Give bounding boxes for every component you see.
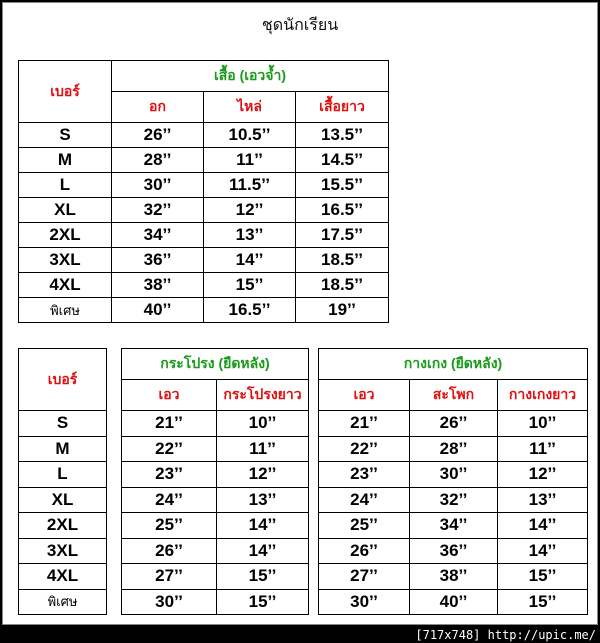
column-gap	[107, 411, 122, 437]
value-cell: 25’’	[122, 513, 217, 539]
table-row	[319, 538, 588, 564]
value-cell: 12’’	[498, 462, 588, 488]
size-cell: 3XL	[19, 248, 112, 273]
value-cell: 38’’	[112, 273, 204, 298]
value-cell: 15’’	[498, 589, 588, 615]
value-cell: 27’’	[122, 564, 217, 590]
value-cell: 32’’	[112, 198, 204, 223]
value-cell: 15’’	[217, 564, 309, 590]
table-row	[19, 123, 389, 148]
value-cell: 38’’	[410, 564, 498, 590]
document-page	[2, 2, 598, 625]
table-row	[319, 411, 588, 437]
value-cell: 12’’	[204, 198, 296, 223]
table-row	[19, 436, 309, 462]
table-row	[319, 589, 588, 615]
table-row	[319, 513, 588, 539]
value-cell: 14’’	[217, 513, 309, 539]
value-cell: 25’’	[319, 513, 410, 539]
value-cell: 30’’	[410, 462, 498, 488]
size-cell: 2XL	[19, 223, 112, 248]
value-cell: 11’’	[217, 436, 309, 462]
size-cell: 2XL	[19, 513, 107, 539]
shirt-group-header: เสื้อ (เอวจ้ำ)	[112, 61, 389, 92]
value-cell: 11’’	[204, 148, 296, 173]
value-cell: 14’’	[217, 538, 309, 564]
column-header: สะโพก	[410, 380, 498, 411]
column-header: อก	[112, 92, 204, 123]
value-cell: 15’’	[204, 273, 296, 298]
table-row	[19, 538, 309, 564]
value-cell: 24’’	[319, 487, 410, 513]
column-gap	[107, 487, 122, 513]
size-cell: S	[19, 123, 112, 148]
value-cell: 30’’	[319, 589, 410, 615]
value-cell: 21’’	[319, 411, 410, 437]
value-cell: 16.5’’	[204, 298, 296, 323]
value-cell: 13’’	[204, 223, 296, 248]
value-cell: 26’’	[410, 411, 498, 437]
value-cell: 15’’	[498, 564, 588, 590]
value-cell: 40’’	[112, 298, 204, 323]
value-cell: 26’’	[122, 538, 217, 564]
table-row	[19, 487, 309, 513]
value-cell: 21’’	[122, 411, 217, 437]
value-cell: 27’’	[319, 564, 410, 590]
size-cell: 4XL	[19, 273, 112, 298]
column-gap	[107, 436, 122, 462]
column-header: ไหล่	[204, 92, 296, 123]
value-cell: 23’’	[122, 462, 217, 488]
table-row	[319, 487, 588, 513]
size-cell: 3XL	[19, 538, 107, 564]
size-cell: L	[19, 173, 112, 198]
value-cell: 22’’	[319, 436, 410, 462]
pants-group-header: กางเกง (ยืดหลัง)	[319, 349, 588, 380]
value-cell: 14’’	[204, 248, 296, 273]
value-cell: 18.5’’	[296, 248, 389, 273]
value-cell: 11’’	[498, 436, 588, 462]
column-header: เสื้อยาว	[296, 92, 389, 123]
value-cell: 10.5’’	[204, 123, 296, 148]
page-title: ชุดนักเรียน	[261, 15, 339, 34]
value-cell: 24’’	[122, 487, 217, 513]
column-gap	[107, 349, 122, 411]
value-cell: 19’’	[296, 298, 389, 323]
size-cell: 4XL	[19, 564, 107, 590]
value-cell: 32’’	[410, 487, 498, 513]
value-cell: 13’’	[217, 487, 309, 513]
value-cell: 13.5’’	[296, 123, 389, 148]
size-cell: พิเศษ	[19, 298, 112, 323]
column-gap	[107, 462, 122, 488]
table-row	[19, 273, 389, 298]
table-row	[19, 173, 389, 198]
value-cell: 17.5’’	[296, 223, 389, 248]
value-cell: 26’’	[112, 123, 204, 148]
table-row	[19, 564, 309, 590]
table-row	[19, 223, 389, 248]
size-header: เบอร์	[19, 61, 112, 123]
value-cell: 11.5’’	[204, 173, 296, 198]
size-cell: M	[19, 436, 107, 462]
table-row	[19, 411, 309, 437]
table-row	[19, 462, 309, 488]
value-cell: 30’’	[122, 589, 217, 615]
value-cell: 14’’	[498, 513, 588, 539]
value-cell: 36’’	[112, 248, 204, 273]
column-header: เอว	[122, 380, 217, 411]
size-header: เบอร์	[19, 349, 107, 411]
value-cell: 10’’	[217, 411, 309, 437]
value-cell: 28’’	[112, 148, 204, 173]
table-row	[19, 513, 309, 539]
pants-size-table	[318, 348, 588, 615]
size-cell: M	[19, 148, 112, 173]
size-cell: XL	[19, 487, 107, 513]
skirt-group-header: กระโปรง (ยืดหลัง)	[122, 349, 309, 380]
value-cell: 15’’	[217, 589, 309, 615]
value-cell: 15.5’’	[296, 173, 389, 198]
value-cell: 36’’	[410, 538, 498, 564]
value-cell: 28’’	[410, 436, 498, 462]
column-gap	[107, 564, 122, 590]
table-row	[19, 298, 389, 323]
shirt-size-table	[18, 60, 389, 323]
column-header: กางเกงยาว	[498, 380, 588, 411]
column-header: กระโปรงยาว	[217, 380, 309, 411]
value-cell: 22’’	[122, 436, 217, 462]
column-gap	[107, 589, 122, 615]
table-row	[19, 198, 389, 223]
value-cell: 40’’	[410, 589, 498, 615]
table-row	[19, 248, 389, 273]
value-cell: 16.5’’	[296, 198, 389, 223]
value-cell: 26’’	[319, 538, 410, 564]
skirt-table-body	[19, 411, 309, 615]
pants-table-body	[319, 411, 588, 615]
size-cell: S	[19, 411, 107, 437]
value-cell: 13’’	[498, 487, 588, 513]
value-cell: 14.5’’	[296, 148, 389, 173]
table-row	[319, 462, 588, 488]
shirt-table-body	[19, 123, 389, 323]
table-row	[319, 564, 588, 590]
value-cell: 34’’	[112, 223, 204, 248]
table-row	[319, 436, 588, 462]
value-cell: 18.5’’	[296, 273, 389, 298]
value-cell: 10’’	[498, 411, 588, 437]
table-row	[19, 148, 389, 173]
value-cell: 12’’	[217, 462, 309, 488]
size-cell: L	[19, 462, 107, 488]
image-host-watermark: [717x748] http://upic.me/	[415, 628, 596, 642]
skirt-size-table	[18, 348, 309, 615]
column-gap	[107, 538, 122, 564]
column-header: เอว	[319, 380, 410, 411]
table-row	[19, 589, 309, 615]
column-gap	[107, 513, 122, 539]
value-cell: 23’’	[319, 462, 410, 488]
value-cell: 14’’	[498, 538, 588, 564]
size-cell: พิเศษ	[19, 589, 107, 615]
value-cell: 30’’	[112, 173, 204, 198]
value-cell: 34’’	[410, 513, 498, 539]
size-cell: XL	[19, 198, 112, 223]
